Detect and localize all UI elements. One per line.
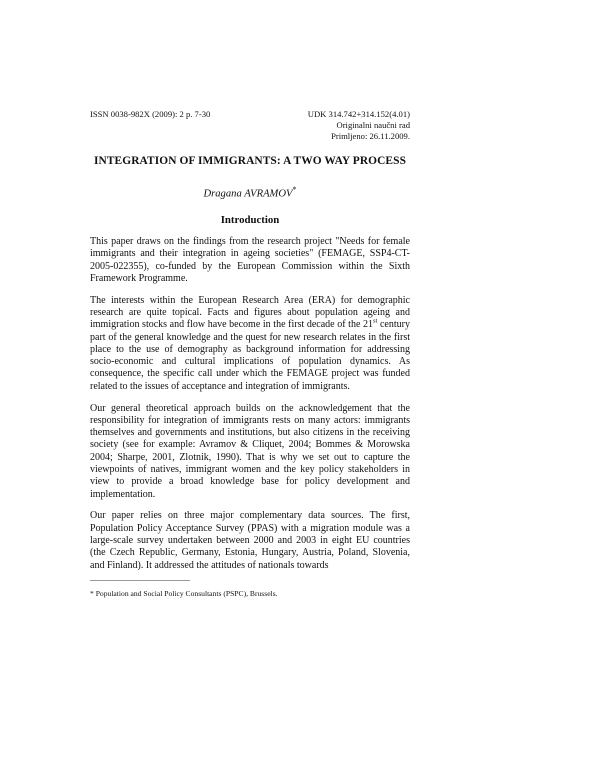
ordinal-suffix: st (373, 317, 378, 325)
paragraph-text: The interests within the European Research Area (ERA) for demographic research are quite topical. Facts and figures about population ageing and immigration stocks and flow have become in the first decade of the 21 (90, 294, 410, 331)
journal-issn: ISSN 0038-982X (2009): 2 p. 7-30 (90, 109, 211, 119)
footnote-text: Population and Social Policy Consultants (PSPC), Brussels. (95, 589, 278, 598)
article-type: Originalni naučni rad (336, 120, 410, 130)
footnote-rule (90, 580, 190, 581)
section-heading: Introduction (220, 214, 280, 226)
received-date: Primljeno: 26.11.2009. (331, 131, 410, 141)
footnote (90, 580, 278, 598)
author-line (90, 185, 410, 200)
paragraph: Our paper relies on three major complementary data sources. The first, Population Policy Acceptance Survey (PPAS) with a migration module was a large-scale survey undertaken between 2000 and 2003 in eight EU countries (the Czech Republic, Germany, Estonia, Hungary, Austria, Poland, Slovenia, and Finland). It addressed the attitudes of nationals towards (90, 510, 410, 571)
paragraph-text: century part of the general knowledge and the quest for new research relates in the first place to the use of demography as background information for addressing socio-economic and cultural implications of population dynamics. As consequence, the specific call under which the FEMAGE project was funded related to the issues of acceptance and integration of immigrants. (90, 319, 410, 392)
author-footnote-mark: * (292, 185, 297, 194)
paragraph: Our general theoretical approach builds on the acknowledgement that the responsibility for integration of immigrants rests on many actors: immigrants themselves and governments and institutions, but also citizens in the receiving society (see for example: Avramov & Cliquet, 2004; Bommes & Morowska 2004; Sharpe, 2001, Zlotnik, 1990). That is why we set out to capture the viewpoints of natives, immigrant women and the key policy stakeholders in view to provide a broad knowledge base for policy development and implementation. (90, 402, 410, 500)
footnote-mark: * (90, 589, 94, 598)
author-name: Dragana AVRAMOV (203, 188, 293, 200)
paragraph (90, 295, 410, 393)
paragraph: This paper draws on the findings from the research project "Needs for female immigrants and their integration in ageing societies" (FEMAGE, SSP4-CT-2005-022355), co-funded by the European Commission within the Sixth Framework Programme. (90, 236, 410, 284)
body-text (90, 236, 410, 581)
udk-code: UDK 314.742+314.152(4.01) (307, 109, 410, 119)
article-meta (308, 109, 410, 142)
paper-title: INTEGRATION OF IMMIGRANTS: A TWO WAY PROCESS (94, 155, 406, 167)
